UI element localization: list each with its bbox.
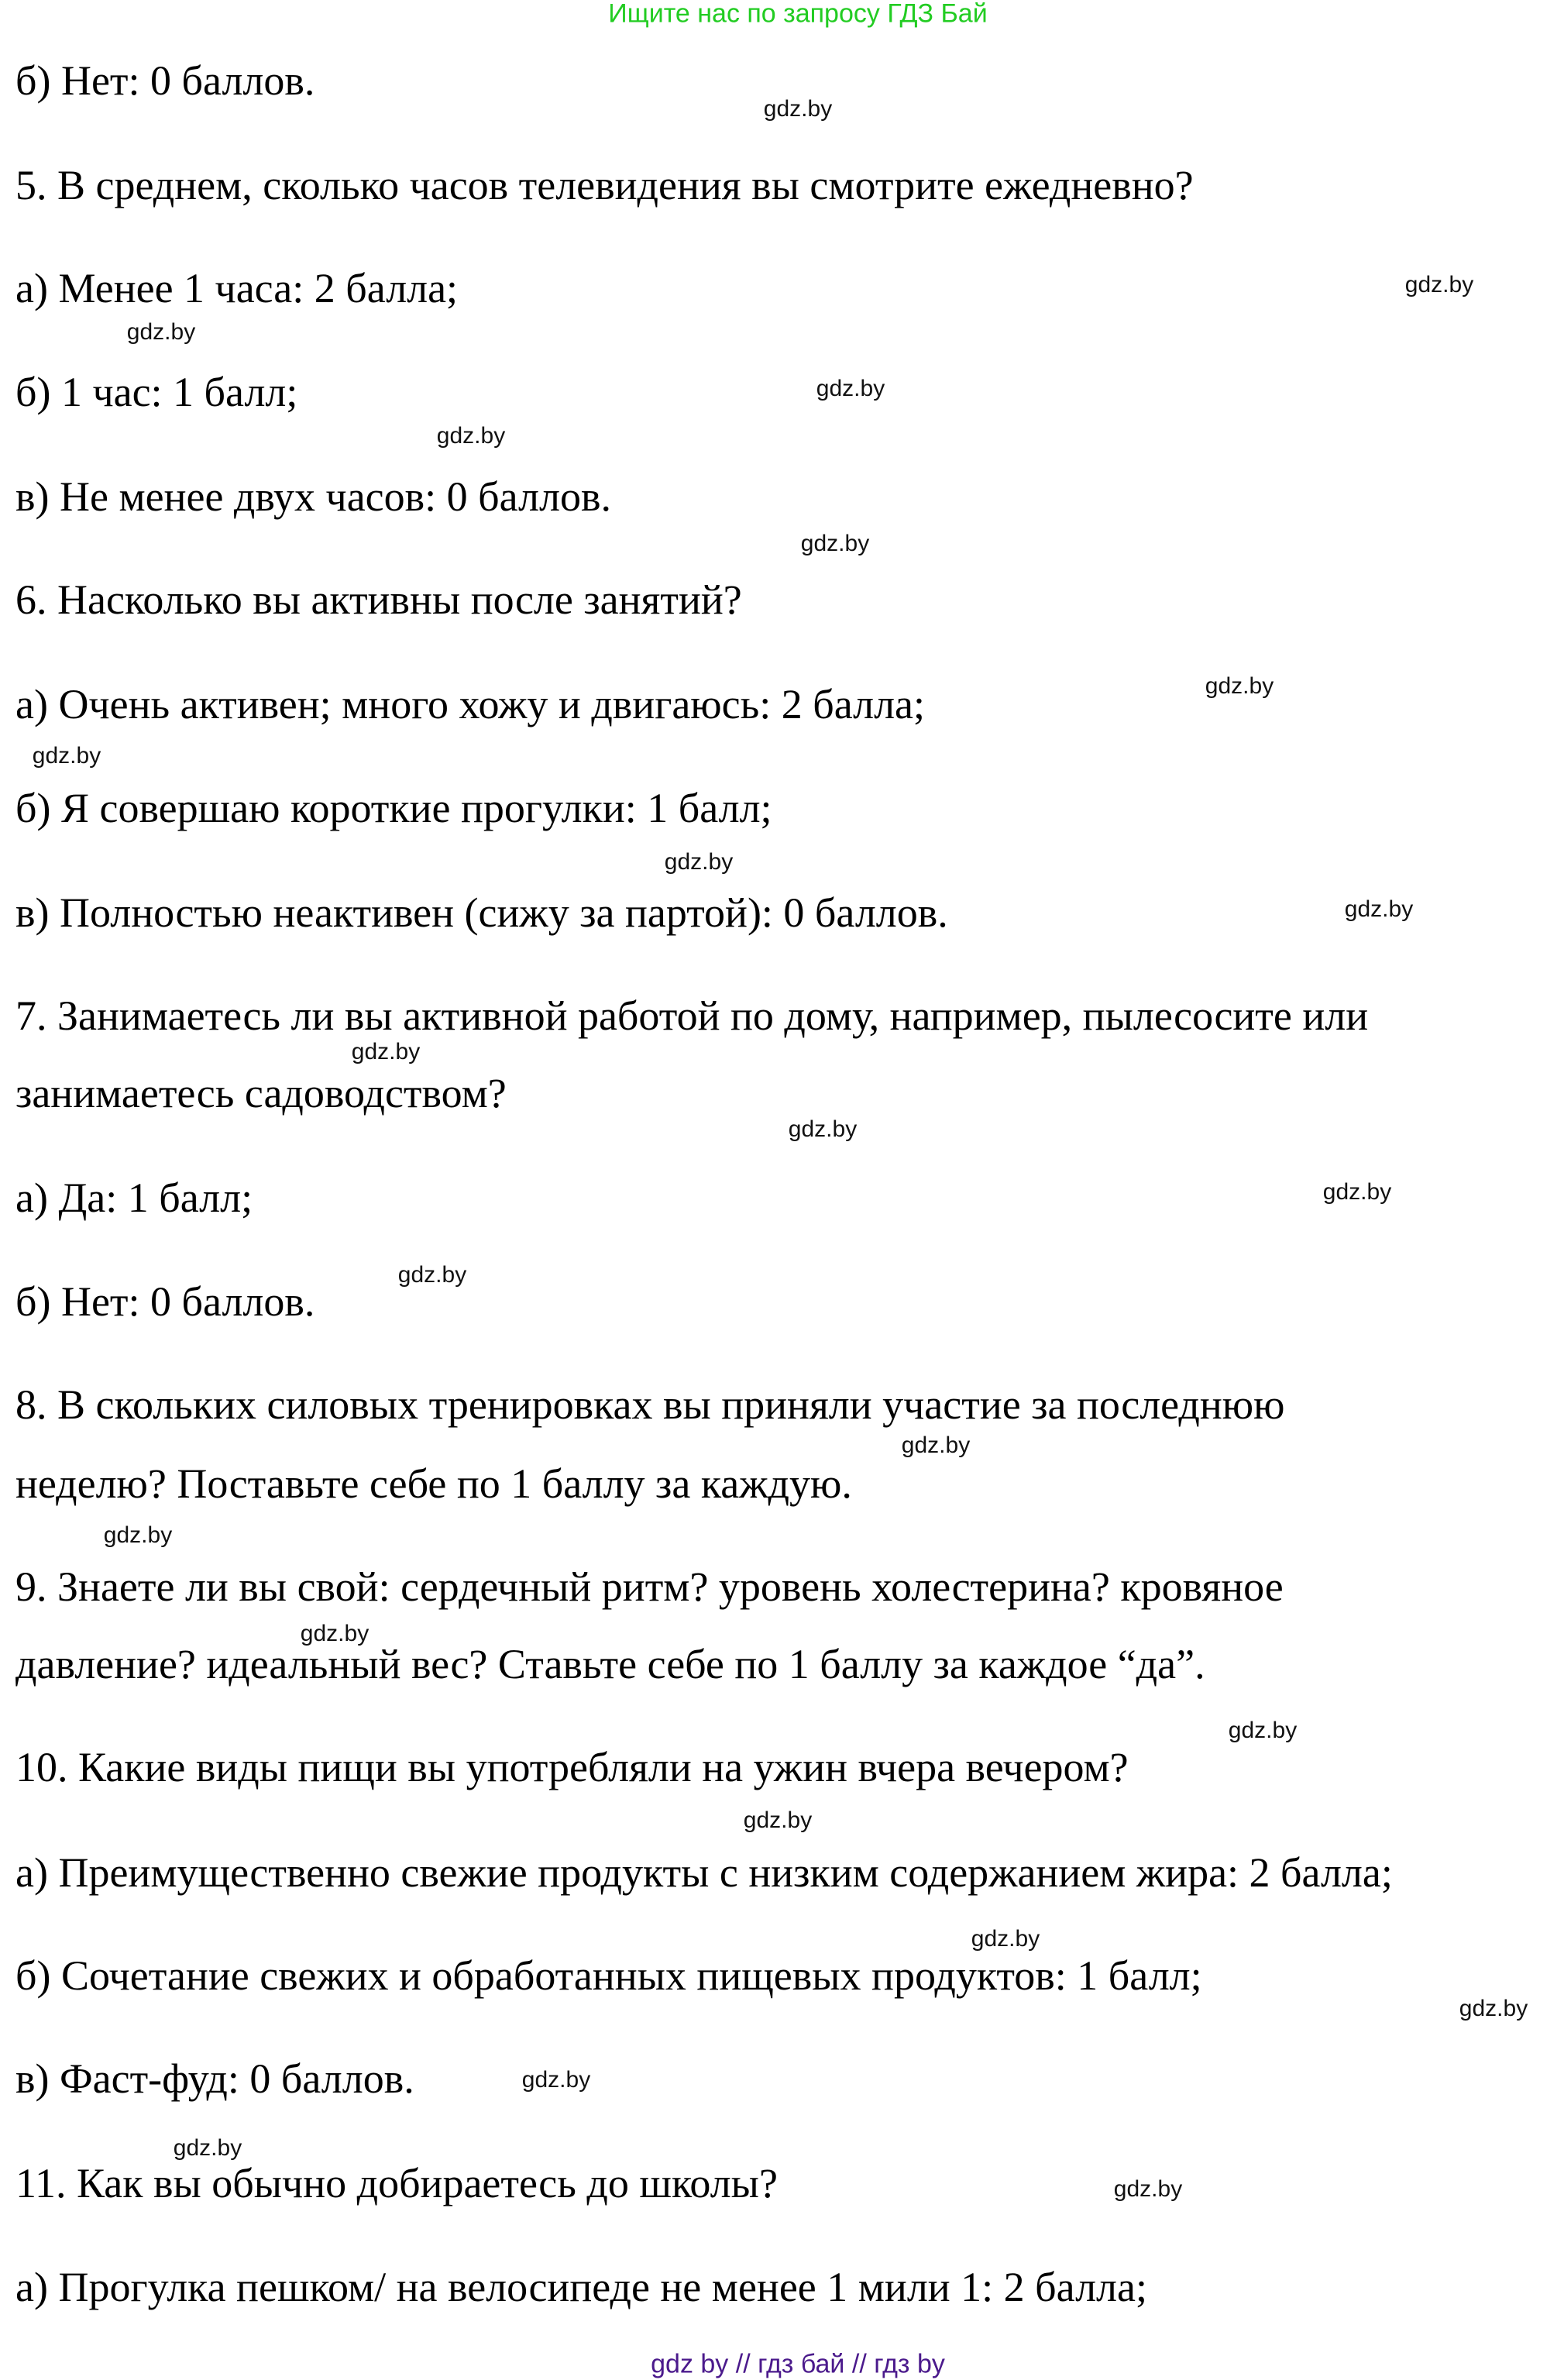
watermark: gdz.by xyxy=(664,849,734,875)
text-line: в) Полностью неактивен (сижу за партой): 0 баллов. xyxy=(15,889,948,936)
watermark: gdz.by xyxy=(800,531,870,556)
watermark: gdz.by xyxy=(763,96,833,122)
header-banner: Ищите нас по запросу ГДЗ Бай xyxy=(608,0,988,29)
watermark: gdz.by xyxy=(1322,1179,1392,1205)
text-line: б) Нет: 0 баллов. xyxy=(15,1278,315,1325)
text-line: 8. В скольких силовых тренировках вы приняли участие за последнюю xyxy=(15,1381,1285,1428)
text-line: б) Сочетание свежих и обработанных пищевых продуктов: 1 балл; xyxy=(15,1952,1202,1999)
text-line: 7. Занимаетесь ли вы активной работой по дому, например, пылесосите или xyxy=(15,992,1369,1039)
text-line: б) 1 час: 1 балл; xyxy=(15,369,298,415)
watermark: gdz.by xyxy=(397,1262,467,1288)
text-line: давление? идеальный вес? Ставьте себе по 1 баллу за каждое “да”. xyxy=(15,1641,1205,1687)
watermark: gdz.by xyxy=(300,1621,370,1646)
text-line: 10. Какие виды пищи вы употребляли на ужин вчера вечером? xyxy=(15,1744,1129,1790)
watermark: gdz.by xyxy=(1113,2176,1183,2202)
watermark: gdz.by xyxy=(1228,1718,1298,1743)
watermark: gdz.by xyxy=(816,376,885,401)
watermark: gdz.by xyxy=(436,423,506,449)
watermark: gdz.by xyxy=(743,1807,813,1833)
text-line: а) Менее 1 часа: 2 балла; xyxy=(15,265,459,311)
text-line: б) Я совершаю короткие прогулки: 1 балл; xyxy=(15,785,772,831)
watermark: gdz.by xyxy=(521,2067,591,2093)
watermark: gdz.by xyxy=(1459,1996,1528,2021)
watermark: gdz.by xyxy=(1205,673,1274,699)
text-line: 6. Насколько вы активны после занятий? xyxy=(15,576,742,623)
text-line: неделю? Поставьте себе по 1 баллу за каждую. xyxy=(15,1460,852,1507)
watermark: gdz.by xyxy=(1404,272,1474,298)
text-line: а) Прогулка пешком/ на велосипеде не менее 1 мили 1: 2 балла; xyxy=(15,2264,1147,2310)
footer-banner: gdz by // гдз бай // гдз by xyxy=(651,2349,945,2379)
watermark: gdz.by xyxy=(126,319,196,345)
watermark: gdz.by xyxy=(1344,896,1414,922)
watermark: gdz.by xyxy=(32,743,101,769)
watermark: gdz.by xyxy=(173,2135,242,2161)
text-line: в) Фаст-фуд: 0 баллов. xyxy=(15,2055,414,2102)
watermark: gdz.by xyxy=(971,1926,1040,1952)
watermark: gdz.by xyxy=(788,1116,858,1142)
watermark: gdz.by xyxy=(351,1039,421,1064)
text-line: занимаетесь садоводством? xyxy=(15,1070,507,1116)
watermark: gdz.by xyxy=(103,1522,173,1548)
text-line: 5. В среднем, сколько часов телевидения вы смотрите ежедневно? xyxy=(15,162,1194,208)
watermark: gdz.by xyxy=(901,1432,971,1458)
text-line: а) Преимущественно свежие продукты с низким содержанием жира: 2 балла; xyxy=(15,1849,1393,1896)
text-line: в) Не менее двух часов: 0 баллов. xyxy=(15,473,611,520)
text-line: а) Очень активен; много хожу и двигаюсь: 2 балла; xyxy=(15,681,926,727)
text-line: б) Нет: 0 баллов. xyxy=(15,57,315,104)
text-line: 9. Знаете ли вы свой: сердечный ритм? уровень холестерина? кровяное xyxy=(15,1563,1284,1610)
text-line: а) Да: 1 балл; xyxy=(15,1175,253,1221)
text-line: 11. Как вы обычно добираетесь до школы? xyxy=(15,2160,778,2206)
